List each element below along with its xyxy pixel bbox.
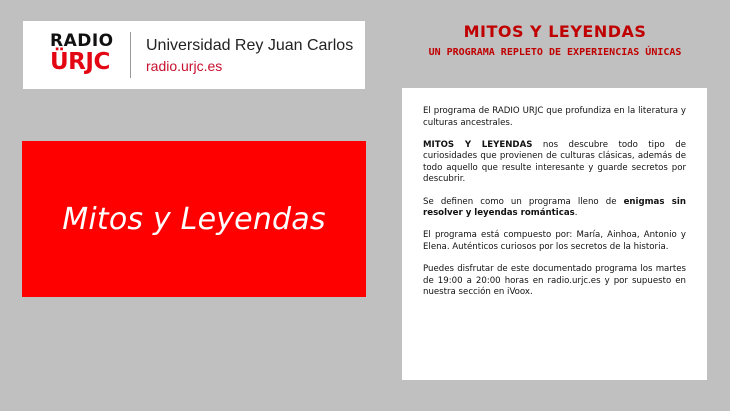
definition-bold: enigmas sin resolver y leyendas románticas <box>423 196 686 219</box>
logo-divider <box>130 32 131 78</box>
radio-urjc-mark <box>50 33 114 74</box>
logo-urjc-text: ÜRJC <box>50 49 110 75</box>
logo-radio-text: RADIO <box>50 31 114 51</box>
banner-title: Mitos y Leyendas <box>62 201 326 237</box>
paragraph-team: El programa está compuesto por: María, Ainhoa, Antonio y Elena. Auténticos curiosos por los secretos de la historia. <box>423 230 686 252</box>
radio-urjc-logo <box>23 21 365 89</box>
description-box <box>402 88 707 380</box>
paragraph-intro: El programa de RADIO URJC que profundiza en la literatura y culturas ancestrales. <box>423 106 686 128</box>
paragraph-description <box>423 140 686 186</box>
paragraph-schedule: Puedes disfrutar de este documentado programa los martes de 19:00 a 20:00 horas en radio.urjc.es y por supuesto en nuestra sección en iVoox. <box>423 263 686 298</box>
program-banner <box>22 141 366 297</box>
paragraph-definition <box>423 197 686 220</box>
radio-url: radio.urjc.es <box>146 58 223 74</box>
page-title: MITOS Y LEYENDAS <box>463 22 647 41</box>
description-text: nos descubre todo tipo de curiosidades que provienen de culturas clásicas, además de todo aquello que resulte interesante y guarde secretos por descubrir. <box>423 139 686 185</box>
program-name-bold: MITOS Y LEYENDAS <box>423 139 533 150</box>
definition-start: Se definen como un programa lleno de <box>423 196 624 207</box>
definition-end: . <box>574 208 578 219</box>
page-subtitle: UN PROGRAMA REPLETO DE EXPERIENCIAS ÚNICAS <box>428 47 682 58</box>
university-name: Universidad Rey Juan Carlos <box>146 37 354 54</box>
